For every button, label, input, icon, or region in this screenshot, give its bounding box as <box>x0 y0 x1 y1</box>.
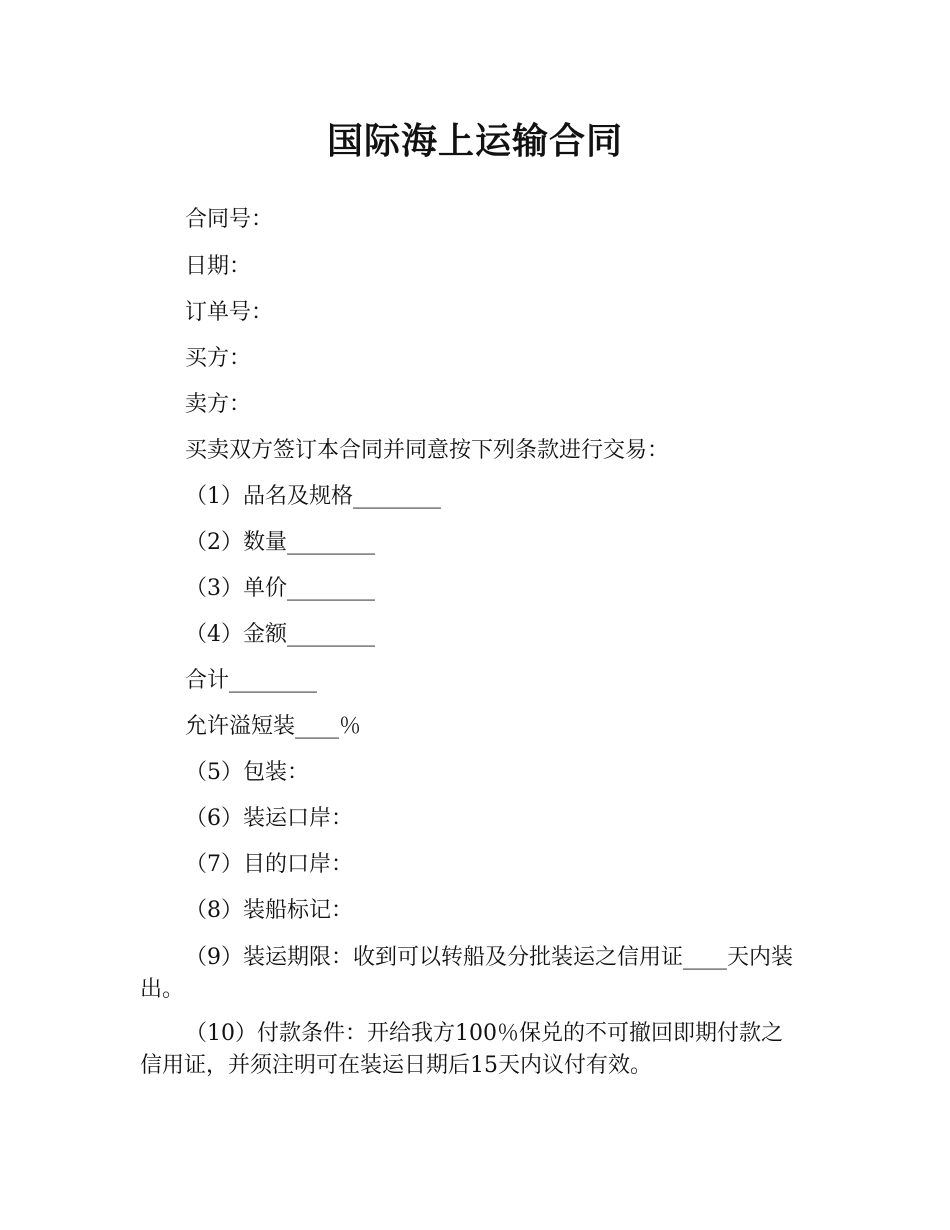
item-quantity: （2）数量________ <box>185 530 375 555</box>
buyer-field: 买方： <box>185 346 252 371</box>
item-packing: （5）包装： <box>185 760 309 785</box>
document-title: 国际海上运输合同 <box>326 121 623 162</box>
item-shipping-marks: （8）装船标记： <box>185 898 353 923</box>
tolerance-line: 允许溢短装____％ <box>185 714 362 739</box>
item-shipment-period: （9）装运期限：收到可以转船及分批装运之信用证____天内装出。 <box>140 945 793 1002</box>
contract-number-field: 合同号： <box>185 207 274 232</box>
item-amount: （4）金额________ <box>185 622 375 647</box>
total-line: 合计________ <box>185 668 318 693</box>
item-unit-price: （3）单价________ <box>185 576 375 601</box>
order-number-field: 订单号： <box>185 300 274 325</box>
date-field: 日期： <box>185 254 252 279</box>
seller-field: 卖方： <box>185 392 252 417</box>
item-payment-terms: （10）付款条件：开给我方100％保兑的不可撤回即期付款之信用证，并须注明可在装运日期后15天内议付有效。 <box>140 1021 783 1078</box>
item-product-spec: （1）品名及规格________ <box>185 484 441 509</box>
item-destination-port: （7）目的口岸： <box>185 852 353 877</box>
intro-text: 买卖双方签订本合同并同意按下列条款进行交易： <box>185 438 670 463</box>
item-loading-port: （6）装运口岸： <box>185 806 353 831</box>
